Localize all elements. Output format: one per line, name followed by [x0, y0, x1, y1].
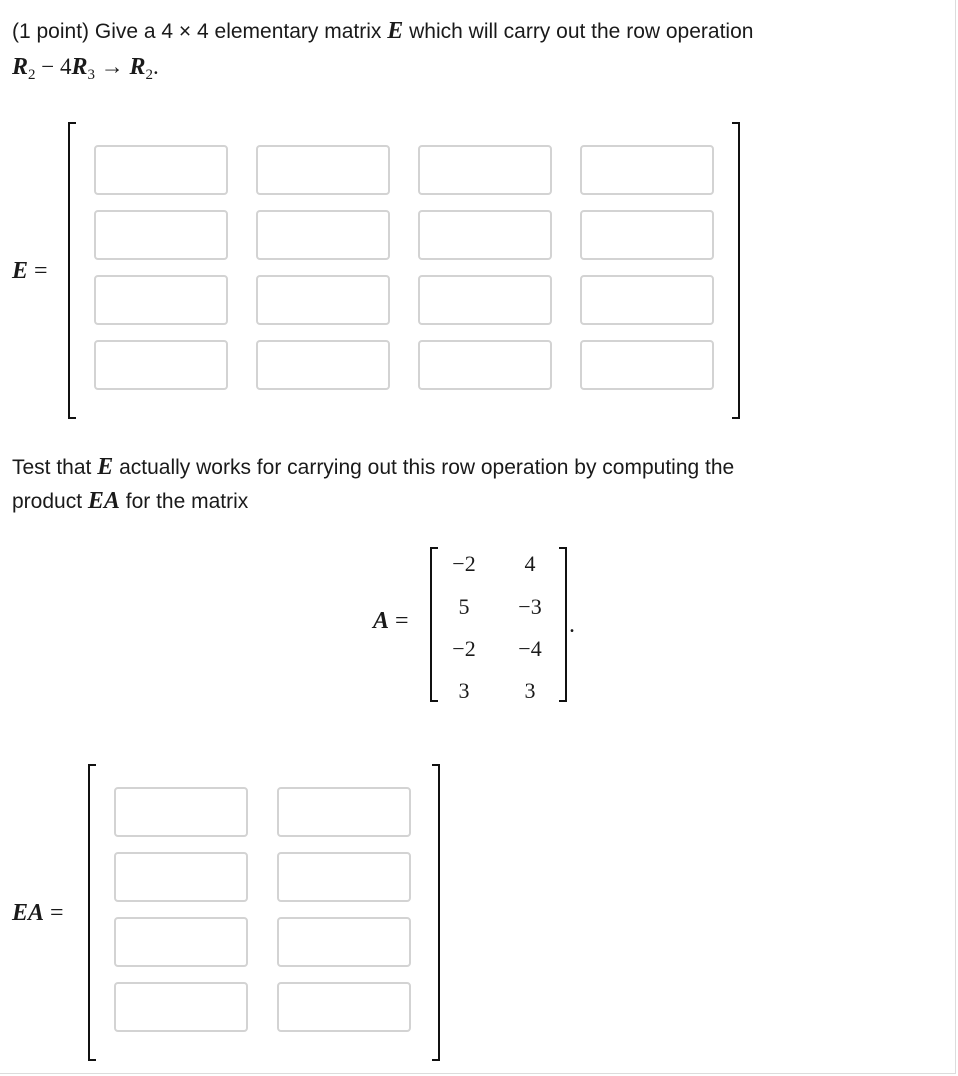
matrix-e-right-bracket	[732, 122, 740, 419]
test-var-ea: EA	[87, 488, 120, 514]
matrix-e-cell-r2-c3[interactable]	[418, 210, 552, 260]
matrix-ea-label	[12, 900, 64, 927]
matrix-ea-cell-r4-c1[interactable]	[114, 982, 248, 1032]
matrix-e-cell-r3-c3[interactable]	[418, 275, 552, 325]
matrix-a-value-r2-c1: 5	[458, 594, 470, 619]
matrix-a-left-bracket	[430, 547, 438, 702]
problem-intro-2: which will carry out the row operation	[409, 20, 754, 43]
matrix-a-value-r1-c2: 4	[524, 551, 536, 576]
test-line-1	[12, 450, 734, 485]
matrix-e-label-eq: =	[28, 258, 48, 284]
matrix-ea-label-var: EA	[12, 900, 45, 926]
matrix-a-label	[373, 608, 409, 635]
matrix-e-cell-r4-c2[interactable]	[256, 340, 390, 390]
matrix-ea-cell-r2-c2[interactable]	[277, 852, 411, 902]
matrix-e-cell-r4-c4[interactable]	[580, 340, 714, 390]
matrix-ea-left-bracket	[88, 764, 96, 1061]
matrix-a-value-r3-c1: −2	[452, 636, 476, 661]
matrix-a-value-r3-c2: −4	[518, 636, 542, 661]
matrix-ea-cell-r3-c1[interactable]	[114, 917, 248, 967]
matrix-ea-cell-r1-c2[interactable]	[277, 787, 411, 837]
test-line-2	[12, 484, 248, 519]
matrix-a-label-var: A	[373, 608, 390, 634]
op-r-3: R	[129, 54, 146, 80]
matrix-e-cell-r1-c1[interactable]	[94, 145, 228, 195]
test-line-1a: Test that	[12, 456, 92, 479]
matrix-e-cell-r2-c1[interactable]	[94, 210, 228, 260]
matrix-ea-right-bracket	[432, 764, 440, 1061]
matrix-e-cell-r3-c1[interactable]	[94, 275, 228, 325]
matrix-a-value-r2-c2: −3	[518, 594, 542, 619]
matrix-e-cell-r3-c4[interactable]	[580, 275, 714, 325]
op-sub-2: 2	[28, 67, 36, 83]
matrix-e-cell-r2-c4[interactable]	[580, 210, 714, 260]
matrix-ea-label-eq: =	[44, 900, 64, 926]
matrix-e-cell-r4-c1[interactable]	[94, 340, 228, 390]
op-r-2: R	[71, 54, 88, 80]
op-arrow: →	[95, 54, 130, 79]
matrix-e-cell-r1-c3[interactable]	[418, 145, 552, 195]
problem-intro: (1 point) Give a 4 × 4 elementary matrix	[12, 20, 382, 43]
op-r: R	[12, 54, 29, 80]
matrix-e-label-var: E	[12, 258, 29, 284]
matrix-ea-cell-r4-c2[interactable]	[277, 982, 411, 1032]
test-line-2b: for the matrix	[125, 490, 249, 513]
matrix-e-cell-r1-c4[interactable]	[580, 145, 714, 195]
matrix-ea-cell-r3-c2[interactable]	[277, 917, 411, 967]
matrix-a-right-bracket	[559, 547, 567, 702]
op-minus-4: − 4	[35, 54, 72, 79]
matrix-e-cell-r2-c2[interactable]	[256, 210, 390, 260]
matrix-ea-cell-r1-c1[interactable]	[114, 787, 248, 837]
op-sub-2b: 2	[145, 67, 154, 83]
matrix-e-label	[12, 258, 48, 285]
var-e: E	[387, 18, 404, 44]
problem-statement	[12, 14, 753, 49]
test-var-e: E	[97, 454, 114, 480]
row-operation	[12, 50, 159, 84]
op-sub-3: 3	[87, 67, 96, 83]
op-period: .	[153, 54, 159, 79]
matrix-a-period: .	[569, 612, 575, 638]
matrix-a-label-eq: =	[389, 608, 409, 634]
test-line-2a: product	[12, 490, 83, 513]
test-line-1b: actually works for carrying out this row operation by computing the	[119, 456, 735, 479]
matrix-e-cell-r1-c2[interactable]	[256, 145, 390, 195]
matrix-a-value-r4-c1: 3	[458, 678, 470, 703]
matrix-e-cell-r4-c3[interactable]	[418, 340, 552, 390]
matrix-e-cell-r3-c2[interactable]	[256, 275, 390, 325]
matrix-a-value-r1-c1: −2	[452, 551, 476, 576]
matrix-a-value-r4-c2: 3	[524, 678, 536, 703]
matrix-e-left-bracket	[68, 122, 76, 419]
matrix-ea-cell-r2-c1[interactable]	[114, 852, 248, 902]
